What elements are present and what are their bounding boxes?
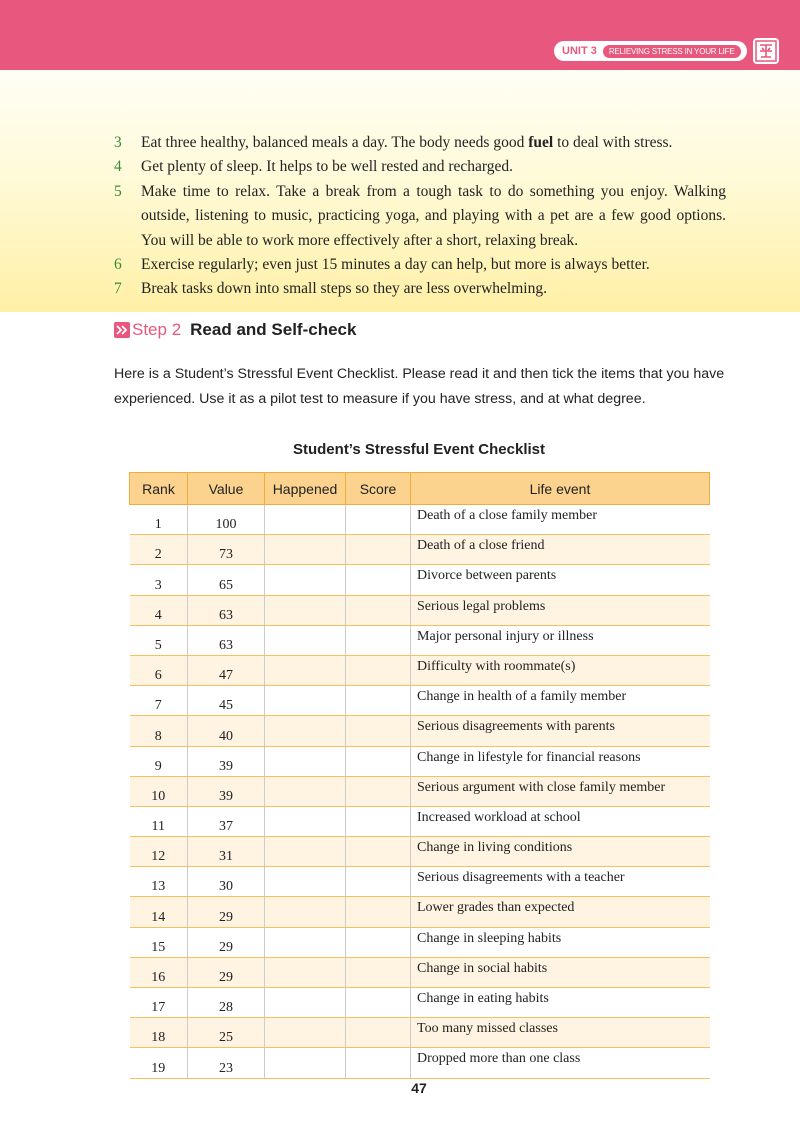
tip-number: 5 xyxy=(114,182,122,200)
list-item xyxy=(114,131,726,155)
value-cell: 73 xyxy=(188,535,265,565)
checklist-table xyxy=(129,472,710,1079)
score-cell[interactable] xyxy=(346,746,411,776)
life-event-cell: Difficulty with roommate(s) xyxy=(411,655,710,685)
rank-cell: 17 xyxy=(130,988,188,1018)
step-title: Read and Self-check xyxy=(190,320,357,339)
table-row xyxy=(130,867,710,897)
tip-text: Get plenty of sleep. It helps to be well rested and recharged. xyxy=(141,158,514,176)
table-row xyxy=(130,746,710,776)
value-cell: 40 xyxy=(188,716,265,746)
rank-cell: 9 xyxy=(130,746,188,776)
table-row xyxy=(130,505,710,535)
table-row xyxy=(130,806,710,836)
tip-number: 3 xyxy=(114,134,122,151)
life-event-cell: Serious legal problems xyxy=(411,595,710,625)
value-cell: 31 xyxy=(188,837,265,867)
rank-cell: 1 xyxy=(130,505,188,535)
rank-cell: 12 xyxy=(130,837,188,867)
score-cell[interactable] xyxy=(346,655,411,685)
column-header-happened: Happened xyxy=(265,473,346,505)
happened-cell[interactable] xyxy=(265,806,346,836)
list-item xyxy=(114,253,726,277)
rank-cell: 4 xyxy=(130,595,188,625)
rank-cell: 19 xyxy=(130,1048,188,1078)
table-row xyxy=(130,595,710,625)
score-cell[interactable] xyxy=(346,565,411,595)
tip-text: Make time to relax. Take a break from a tough task to do something you enjoy. Walking outside, listening to music, practicing yoga, and playing with a pet are a few good options. You will be able to work more effectively after a short, relaxing break. xyxy=(141,182,726,249)
table-row xyxy=(130,686,710,716)
value-cell: 29 xyxy=(188,897,265,927)
rank-cell: 8 xyxy=(130,716,188,746)
intro-paragraph: Here is a Student’s Stressful Event Checklist. Please read it and then tick the items that you have experienced. Use it as a pilot test to measure if you have stress, and at what degree. xyxy=(114,366,725,407)
score-cell[interactable] xyxy=(346,1048,411,1078)
happened-cell[interactable] xyxy=(265,867,346,897)
value-cell: 23 xyxy=(188,1048,265,1078)
happened-cell[interactable] xyxy=(265,655,346,685)
life-event-cell: Serious disagreements with parents xyxy=(411,716,710,746)
table-title: Student’s Stressful Event Checklist xyxy=(292,441,545,458)
table-row xyxy=(130,1018,710,1048)
score-cell[interactable] xyxy=(346,625,411,655)
value-cell: 29 xyxy=(188,957,265,987)
column-header-life-event: Life event xyxy=(411,473,710,505)
life-event-cell: Change in social habits xyxy=(411,957,710,987)
score-cell[interactable] xyxy=(346,927,411,957)
tip-number: 7 xyxy=(114,280,122,298)
table-row xyxy=(130,837,710,867)
life-event-cell: Change in eating habits xyxy=(411,988,710,1018)
life-event-cell: Dropped more than one class xyxy=(411,1048,710,1078)
value-cell: 47 xyxy=(188,655,265,685)
happened-cell[interactable] xyxy=(265,897,346,927)
chinese-seal-emblem-icon xyxy=(753,38,779,64)
score-cell[interactable] xyxy=(346,595,411,625)
score-cell[interactable] xyxy=(346,837,411,867)
table-row xyxy=(130,535,710,565)
happened-cell[interactable] xyxy=(265,957,346,987)
happened-cell[interactable] xyxy=(265,776,346,806)
life-event-cell: Increased workload at school xyxy=(411,806,710,836)
table-row xyxy=(130,897,710,927)
tip-text: Eat three healthy, balanced meals a day. The body needs good fuel to deal with stress. xyxy=(141,134,673,151)
life-event-cell: Major personal injury or illness xyxy=(411,625,710,655)
unit-title: RELIEVING STRESS IN YOUR LIFE xyxy=(603,45,741,58)
life-event-cell: Death of a close friend xyxy=(411,535,710,565)
happened-cell[interactable] xyxy=(265,505,346,535)
happened-cell[interactable] xyxy=(265,595,346,625)
unit-pill xyxy=(554,41,747,61)
life-event-cell: Serious disagreements with a teacher xyxy=(411,867,710,897)
table-row xyxy=(130,927,710,957)
table-row xyxy=(130,716,710,746)
value-cell: 39 xyxy=(188,746,265,776)
double-chevron-right-icon xyxy=(114,322,130,338)
happened-cell[interactable] xyxy=(265,837,346,867)
rank-cell: 16 xyxy=(130,957,188,987)
happened-cell[interactable] xyxy=(265,1048,346,1078)
rank-cell: 18 xyxy=(130,1018,188,1048)
life-event-cell: Change in sleeping habits xyxy=(411,927,710,957)
rank-cell: 6 xyxy=(130,655,188,685)
life-event-cell: Change in lifestyle for financial reasons xyxy=(411,746,710,776)
happened-cell[interactable] xyxy=(265,625,346,655)
table-row xyxy=(130,776,710,806)
life-event-cell: Lower grades than expected xyxy=(411,897,710,927)
score-cell[interactable] xyxy=(346,867,411,897)
table-row xyxy=(130,988,710,1018)
rank-cell: 14 xyxy=(130,897,188,927)
table-row xyxy=(130,625,710,655)
unit-tag xyxy=(554,40,779,62)
rank-cell: 15 xyxy=(130,927,188,957)
life-event-cell: Change in living conditions xyxy=(411,837,710,867)
rank-cell: 11 xyxy=(130,806,188,836)
list-item xyxy=(114,180,726,253)
table-row xyxy=(130,1048,710,1078)
value-cell: 29 xyxy=(188,927,265,957)
happened-cell[interactable] xyxy=(265,716,346,746)
table-row xyxy=(130,655,710,685)
tip-number: 4 xyxy=(114,158,122,176)
score-cell[interactable] xyxy=(346,535,411,565)
life-event-cell: Serious argument with close family member xyxy=(411,776,710,806)
tip-bold-word: fuel xyxy=(528,134,554,151)
value-cell: 25 xyxy=(188,1018,265,1048)
score-cell[interactable] xyxy=(346,988,411,1018)
rank-cell: 10 xyxy=(130,776,188,806)
score-cell[interactable] xyxy=(346,686,411,716)
value-cell: 100 xyxy=(188,505,265,535)
happened-cell[interactable] xyxy=(265,927,346,957)
life-event-cell: Death of a close family member xyxy=(411,505,710,535)
happened-cell[interactable] xyxy=(265,535,346,565)
unit-label: UNIT 3 xyxy=(562,45,597,57)
value-cell: 65 xyxy=(188,565,265,595)
happened-cell[interactable] xyxy=(265,988,346,1018)
score-cell[interactable] xyxy=(346,957,411,987)
list-item xyxy=(114,277,726,301)
table-row xyxy=(130,957,710,987)
rank-cell: 7 xyxy=(130,686,188,716)
value-cell: 39 xyxy=(188,776,265,806)
list-item xyxy=(114,155,726,179)
life-event-cell: Too many missed classes xyxy=(411,1018,710,1048)
happened-cell[interactable] xyxy=(265,746,346,776)
happened-cell[interactable] xyxy=(265,1018,346,1048)
rank-cell: 5 xyxy=(130,625,188,655)
page-number: 47 xyxy=(411,1080,427,1096)
tip-text: Exercise regularly; even just 15 minutes a day can help, but more is always better. xyxy=(141,256,650,274)
value-cell: 37 xyxy=(188,806,265,836)
life-event-cell: Divorce between parents xyxy=(411,565,710,595)
value-cell: 45 xyxy=(188,686,265,716)
tip-number: 6 xyxy=(114,256,122,274)
value-cell: 30 xyxy=(188,867,265,897)
column-header-value: Value xyxy=(188,473,265,505)
value-cell: 63 xyxy=(188,595,265,625)
table-row xyxy=(130,565,710,595)
score-cell[interactable] xyxy=(346,505,411,535)
table-header-row xyxy=(130,473,710,505)
life-event-cell: Change in health of a family member xyxy=(411,686,710,716)
score-cell[interactable] xyxy=(346,897,411,927)
tips-list xyxy=(114,131,726,302)
happened-cell[interactable] xyxy=(265,686,346,716)
rank-cell: 13 xyxy=(130,867,188,897)
happened-cell[interactable] xyxy=(265,565,346,595)
column-header-score: Score xyxy=(346,473,411,505)
rank-cell: 2 xyxy=(130,535,188,565)
value-cell: 28 xyxy=(188,988,265,1018)
tip-text: Break tasks down into small steps so they are less overwhelming. xyxy=(141,280,547,298)
score-cell[interactable] xyxy=(346,1018,411,1048)
score-cell[interactable] xyxy=(346,806,411,836)
step-heading xyxy=(114,320,356,340)
step-number: Step 2 xyxy=(132,320,182,339)
rank-cell: 3 xyxy=(130,565,188,595)
score-cell[interactable] xyxy=(346,776,411,806)
score-cell[interactable] xyxy=(346,716,411,746)
column-header-rank: Rank xyxy=(130,473,188,505)
value-cell: 63 xyxy=(188,625,265,655)
